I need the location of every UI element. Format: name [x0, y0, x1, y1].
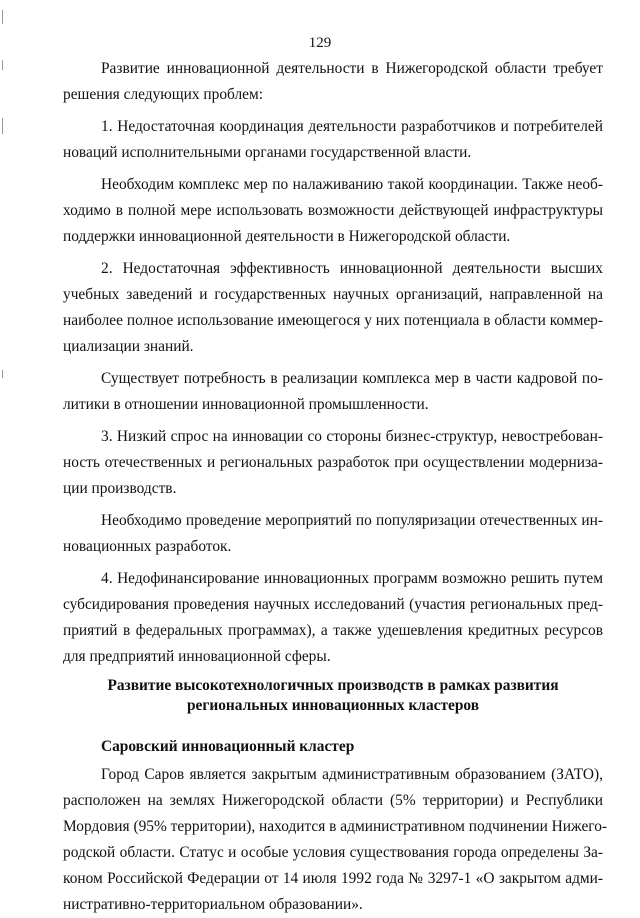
paragraph: [63, 366, 603, 418]
paragraph: [63, 172, 603, 250]
text-line: субсидирования проведения научных исследований (участия региональных пред-: [63, 596, 603, 613]
text-line: 4. Недофинансирование инновационных программ возможно решить путем: [101, 570, 603, 587]
paragraph: [63, 508, 603, 560]
text-line: ходимо в полной мере использовать возможности действующей инфраструктуры: [63, 202, 603, 219]
paragraph: [63, 762, 608, 918]
text-line: решения следующих проблем:: [63, 86, 264, 103]
text-line: ность отечественных и региональных разработок при осуществлении модерниза-: [63, 454, 603, 471]
paragraph: [63, 256, 603, 360]
scan-edge-mark: [2, 60, 3, 70]
text-line: наиболее полное использование имеющегося у них потенциала в области коммер-: [63, 312, 603, 329]
paragraph: [63, 114, 603, 166]
text-line: ции производств.: [63, 480, 177, 497]
text-line: Необходимо проведение мероприятий по популяризации отечественных ин-: [101, 512, 603, 529]
text-line: расположен на землях Нижегородской области (5% территории) и Республики: [63, 792, 603, 809]
text-line: циализации знаний.: [63, 338, 194, 355]
text-line: нистративно-территориальном образовании».: [63, 896, 363, 913]
text-line: Существует потребность в реализации комплекса мер в части кадровой по-: [101, 370, 603, 387]
scan-edge-mark: [2, 370, 3, 378]
text-line: Развитие инновационной деятельности в Нижегородской области требует: [101, 60, 603, 77]
paragraph: [63, 424, 603, 502]
text-line: новаций исполнительными органами государственной власти.: [63, 144, 472, 161]
subsection-heading: Саровский инновационный кластер: [101, 738, 355, 755]
text-line: Необходим комплекс мер по налаживанию такой координации. Также необ-: [101, 176, 603, 193]
text-line: приятий в федеральных программах), а также удешевления кредитных ресурсов: [63, 622, 603, 639]
body-text: [63, 56, 608, 918]
section-heading: [63, 676, 603, 716]
scan-edge-mark: [2, 118, 3, 134]
text-line: родской области. Статус и особые условия существования города определены За-: [63, 844, 603, 861]
heading-line: Развитие высокотехнологичных производств в рамках развития: [107, 677, 559, 694]
text-line: для предприятий инновационной сферы.: [63, 648, 331, 665]
text-line: 3. Низкий спрос на инновации со стороны бизнес-структур, невостребован-: [101, 428, 603, 445]
text-line: Мордовия (95% территории), находится в административном подчинении Нижего-: [63, 818, 608, 835]
paragraph: [63, 566, 603, 670]
text-line: литики в отношении инновационной промышленности.: [63, 396, 429, 413]
text-line: новационных разработок.: [63, 538, 232, 555]
text-line: коном Российской Федерации от 14 июля 1992 года № 3297-1 «О закрытом адми-: [63, 870, 603, 887]
heading-line: региональных инновационных кластеров: [186, 697, 480, 714]
scan-edge-mark: [2, 10, 3, 24]
text-line: 2. Недостаточная эффективность инновационной деятельности высших: [101, 260, 603, 277]
text-line: учебных заведений и государственных научных организаций, направленной на: [63, 286, 603, 303]
paragraph: [63, 56, 603, 108]
text-line: поддержки инновационной деятельности в Нижегородской области.: [63, 228, 511, 245]
text-line: Город Саров является закрытым административным образованием (ЗАТО),: [101, 766, 603, 783]
page-number: 129: [308, 35, 332, 51]
text-line: 1. Недостаточная координация деятельности разработчиков и потребителей: [101, 118, 603, 135]
